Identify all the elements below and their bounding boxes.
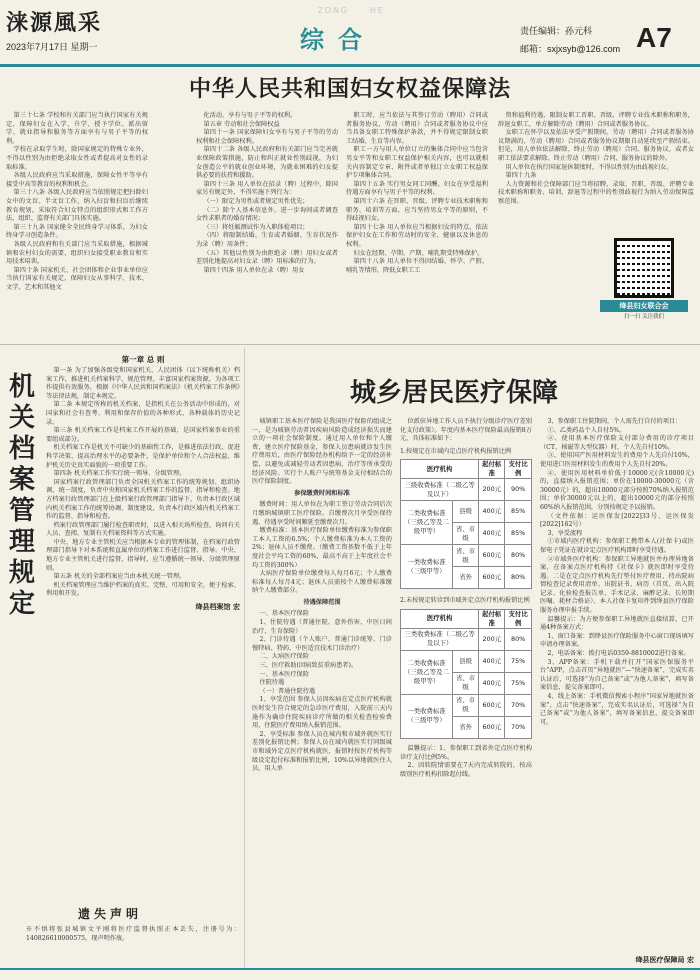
law-column-1 — [6, 112, 148, 292]
table-header-cell: 支付比例 — [505, 609, 532, 628]
health-paragraph: 3、APP备案：手机下载并打开“国家医保服务平台”APP，点击首页“异地就医”—“快速备案”，完成实名认证后，可选择“为自己备案”或“为他人备案”，填写备案信息，提交备案即可。 — [540, 658, 694, 692]
archive-title-char: 管 — [8, 496, 35, 526]
archive-chapter-heading: 第一章 总 则 — [121, 355, 165, 364]
archive-title-char: 案 — [8, 465, 35, 495]
institution-cell: 三类收费标准（二级乙等及以下） — [401, 628, 479, 650]
table-header-cell: 起付标准 — [479, 609, 505, 628]
law-paragraph: 人力资源和社会保障部门应当将招聘、录取、晋职、晋级、评聘专业技术职称和职务、培训、辞退等过程中的性别歧视行为纳入劳动保障监察范围。 — [498, 180, 694, 205]
header-divider — [0, 64, 700, 67]
institution-cell: 一类收费标准（三级甲等） — [401, 545, 453, 589]
table-row — [401, 628, 532, 650]
health-paragraph: ④、使用医用材料单价低于10000元(含10000元)的，直接纳入报销范围；单价在10000-30000元（含30000元）的，超出10000元部分按照70%纳入报销范围；单价30000元以上的，超出10000元的部分按照60%纳入报销范围，分别按规定予以报销。 — [540, 469, 694, 511]
scope-paragraph: 2、享受标准 参保人员在城内和市域外就医实行差别化报销比例；参保人员在域内就医实行同级城市和域外定点医疗机构就医，报销时按医疗机构等级设定起付标准和报销比例，10%以异地就医住人员，用人单 — [252, 730, 392, 773]
table-header-cell: 医疗机构 — [401, 609, 479, 628]
paper-name: 涞源風采 — [6, 10, 103, 36]
archive-paragraph: 中央、地方专业主管机关应当根据本专业的管理体制，在档案行政管理部门指导下对本系统和直属单位的档案工作进行监督、指导。中央、地方专业主管机关进行监督、指导时，应当遵循统一领导、分级管理原则。 — [46, 538, 240, 572]
ratio-cell: 75% — [505, 650, 532, 672]
table1-caption: 1.按规定在市域内定点医疗机构报销比例 — [400, 447, 512, 455]
archive-paragraph: 档案行政管理部门履行检查职责时，以进入相关场所检查、询问有关人员、查阅、复制有关档案资料等方式实施。 — [46, 521, 240, 538]
law-paragraph: （三）将妊娠测试作为入职体检项目； — [203, 223, 309, 231]
qr-subcaption: 扫一扫 关注我们 — [623, 314, 665, 320]
masthead — [0, 0, 700, 66]
warm-tip: 温馨提示：1、参保职工到省外定点医疗机构诊疗支付比例5%。 — [400, 744, 532, 761]
threshold-cell: 600元 — [479, 694, 505, 716]
health-column-1 — [252, 418, 392, 774]
level-cell: 省、市级 — [453, 694, 479, 716]
section-divider — [0, 344, 700, 345]
table-header-cell: 医疗机构 — [401, 460, 479, 479]
archive-credit: 绛县档案馆 宏 — [195, 602, 240, 612]
table-header-cell: 支付比例 — [505, 460, 532, 479]
health-paragraph: 位派驻异地工作人员不执行分级诊疗医疗差别化支付政策）。年度内基本医疗保险最高报销8万元，具体标准如下： — [400, 418, 532, 443]
level-cell: 县级 — [453, 501, 479, 523]
archive-title — [4, 372, 40, 620]
threshold-cell: 400元 — [479, 672, 505, 694]
table-row — [401, 694, 532, 716]
health-credit: 绛县医疗保障局 宏 — [635, 955, 694, 964]
law-paragraph: 第四十六条 在晋职、晋级、评聘专业技术职称和职务、培训等方面，应当坚持男女平等的原则，不得歧视妇女。 — [346, 197, 488, 223]
archive-article — [46, 354, 240, 612]
health-paragraph: 4、线上备案：手机微信搜索小程序“国家异地就医备案”，点击“快速备案”，完成实名认证后，可选择“为自己备案”或“为他人备案”，填写备案信息，提交备案即可。 — [540, 693, 694, 726]
level-cell: 省、市级 — [453, 523, 479, 545]
section-title: 综合 — [300, 25, 376, 54]
payment-subheading: 参保缴费时间和标准 — [294, 489, 350, 497]
law-paragraph: 第四十七条 用人单位应当根据妇女的特点，依法保护妇女在工作和劳动时的安全、健康以及休息的权利。 — [346, 223, 488, 248]
qr-caption: 绛县妇女联合会 — [600, 300, 688, 312]
threshold-cell: 200元 — [479, 628, 505, 650]
scope-paragraph: 1、享受范围 参保人员因疾病在定点医疗机构就医时发生符合规定的急诊医疗费用，入院前三天内施作为确诊住院疾病诊疗所做的相关检查检验费用，住院医疗费用纳入报销范围。 — [252, 696, 392, 730]
law-paragraph: 第四十一条 国家保障妇女享有与男子平等的劳动权利和社会保障权利。 — [196, 129, 338, 145]
ratio-cell: 85% — [505, 501, 532, 523]
level-cell: 省、市级 — [453, 672, 479, 694]
health-paragraph: 城镇职工基本医疗保险是我国医疗保险的组成之一，是为城镇劳动者因疾病风险造成经济损失而建立的一项社会保险制度。通过用人单位和个人缴费，建立医疗保险基金，参保人员患病就诊发生医疗费用后，由医疗保险经办机构给予一定的经济补偿，以避免或减轻劳动者因患病、治疗等所承受的经济风险。实行个人账户与统筹基金支付相结合的医疗保险制度。 — [252, 418, 392, 486]
ratio-cell: 70% — [505, 694, 532, 716]
health-paragraph: ①市域内医疗机构：参保职工携带本人(社保卡)或医保电子凭证在就诊定点医疗机构即时享受待遇。 — [540, 538, 694, 554]
threshold-cell: 400元 — [479, 650, 505, 672]
law-paragraph: 第四十八条 用人单位不得因结婚、怀孕、产假、哺乳等情形，降低女职工工 — [346, 258, 488, 274]
level-cell: 省外 — [453, 567, 479, 589]
issue-date: 2023年7月17日 星期一 — [6, 42, 98, 52]
table-row — [401, 545, 532, 567]
scope-paragraph: 1、住院待遇（普通住院、意外伤害、中医日间治疗、生育保险） — [252, 619, 392, 635]
law-paragraph: 第四十三条 用人单位在招录（聘）过程中，除国家另有规定外，不得实施下列行为： — [196, 180, 338, 197]
law-paragraph: 第四十九条 — [505, 172, 537, 180]
fee-table-in-city — [400, 459, 532, 589]
law-paragraph: 第四十二条 各级人民政府和有关部门应当完善就业保障政策措施，防止和纠正就业性别歧视，为妇女创造公平的就业创业环境，为就业困难的妇女提供必要的扶持和援助。 — [196, 146, 338, 180]
payment-paragraph: 缴费时间：用人单位在为职工签订劳动合同后次月缴纳城镇职工医疗保险。自缴费次月享受医保待遇，待遇享受时间顺延至缴费次月。 — [252, 501, 392, 526]
ratio-cell: 75% — [505, 672, 532, 694]
health-column-2 — [400, 418, 532, 779]
ratio-cell: 90% — [505, 479, 532, 501]
threshold-cell: 400元 — [479, 523, 505, 545]
law-column-2 — [196, 112, 338, 275]
footer-divider — [0, 968, 700, 970]
archive-paragraph: 国家档案行政管理部门负责全国机关档案工作的统筹规划、组织协调、统一制度，负责中央和国家机关档案工作的监督、指导和检查。地方档案行政管理部门在上级档案行政管理部门指导下，负责本行政区域内机关档案工作的统筹协调、制度建设，负责本行政区域内机关档案工作的监督、指导和检查。 — [46, 478, 240, 521]
health-paragraph: 2、电话备案：拨打电话0359-8810002进行备案。 — [547, 650, 690, 658]
archive-title-char: 档 — [8, 434, 35, 464]
institution-cell: 二类收费标准（三级乙等及二级甲等） — [401, 501, 453, 545]
threshold-cell: 400元 — [479, 501, 505, 523]
scope-paragraph: 2、门诊待遇（个人账户、普通门诊统筹、门诊慢特病、特药、中医适宜技术门诊治疗） — [252, 636, 392, 652]
law-paragraph: （一）限定为男性或者规定男性优先； — [203, 197, 309, 205]
law-column-4 — [498, 112, 694, 207]
scope-paragraph: （一）普通住院待遇 — [259, 687, 316, 695]
institution-cell: 二类收费标准（三级乙等及二级甲等） — [401, 650, 453, 694]
threshold-cell: 600元 — [479, 567, 505, 589]
law-paragraph: （二）除个人基本信息外，进一步询问或者调查女性求职者的婚育情况； — [196, 206, 338, 223]
archive-paragraph: 第五条 机关的全部档案应当由本机关统一管理。 — [53, 573, 186, 581]
lost-notice-title: 遗失声明 — [78, 907, 143, 921]
column-divider — [244, 348, 245, 968]
law-paragraph: 第三十八条 各级人民政府应当依照规定把扫除妇女中的文盲、半文盲工作，纳入扫盲和扫盲后继续教育规划，采取符合妇女特点的组织形式和工作方法，组织、监督有关部门具体实施。 — [6, 189, 148, 223]
section-pinyin-zong: ZONG — [318, 6, 350, 15]
law-paragraph: （五）其他以性别为由拒绝录（聘）用妇女或者差别化地提高对妇女录（聘）用标准的行为。 — [196, 249, 338, 266]
archive-paragraph: 机关档案工作是机关不可缺少的基础性工作，是推进依法行政、促进科学决策、提高治理水平的必要条件，是保护单位和个人合法权益、维护机关历史真实面貌的一项重要工作。 — [46, 444, 240, 469]
law-column-3 — [346, 112, 488, 275]
table-row — [401, 650, 532, 672]
archive-title-char: 理 — [8, 527, 35, 557]
law-headline: 中华人民共和国妇女权益保障法 — [188, 76, 511, 102]
law-paragraph: 第四十四条 用人单位在录（聘）用女 — [203, 266, 305, 274]
archive-body — [46, 367, 240, 599]
health-paragraph: ②、使用基本医疗保险支付部分费用的诊疗项目（CT、核磁等大型仪器）时，个人先自付10%。 — [540, 435, 694, 451]
qr-code-block — [600, 238, 688, 318]
health-headline: 城乡居民医疗保障 — [350, 378, 559, 408]
law-paragraph: 各级人民政府应当采取措施，保障女性平等享有接受中高等教育的权利和机会。 — [6, 172, 148, 188]
health-column-3 — [540, 418, 694, 727]
table-row — [401, 479, 532, 501]
law-paragraph: 第三十七条 学校和有关部门应当执行国家有关规定，保障妇女在入学、升学、授予学位、派出留学、就业指导和服务等方面享有与男子平等的权利。 — [6, 112, 148, 145]
lost-notice-text: ※不慎将张县城镇文平刚将医疗监督执照正本丢失，注册号为：140826610000575，现声明作废。 — [26, 926, 240, 942]
qr-code-image[interactable] — [614, 238, 674, 298]
payment-paragraph: 大病医疗保险单位缴费每人每月6元；个人缴费标准每人每月4元；退休人员需按个人缴费标准缴纳个人缴费部分。 — [252, 570, 392, 595]
scope-paragraph: 三、医疗救助(因病致贫重病患者)。 — [259, 662, 358, 670]
health-paragraph: ②市域外医疗机构：参保职工异地就医并办理异地备案，在备案点医疗机构持《社保卡》就医即时享受待遇。二是在定点医疗机构先行垫付医疗费用，持出院病情检查记录费用清单、出院证书、病历（首页、出入院记录、化验检查报告单、手术记录、麻醉记录、长短期医嘱、耗材合格证）、本人社保卡复印件到绛县医疗保险服务办理申报手续。 — [540, 555, 694, 615]
law-paragraph: 各级人民政府和有关部门应当采取措施，根据城镇和农村妇女的需要，组织妇女接受职业教育和实用技术培训。 — [6, 240, 148, 266]
health-paragraph: 1、窗口备案：到绛县医疗保险服务中心窗口现场填写申请办理备案。 — [540, 632, 694, 649]
health-paragraph: 3、参保职工住院期间，个人需先行自付的项目： — [547, 418, 682, 425]
archive-paragraph: 机关档案管理应当维护档案的真实、完整、可用和安全，便于检索、利用和开发。 — [46, 581, 240, 598]
level-cell: 省、市级 — [453, 545, 479, 567]
archive-paragraph: 第三条 机关档案工作是档案工作开展的基础，是国家档案事业的重要组成部分。 — [46, 427, 240, 443]
archive-title-char: 关 — [8, 403, 35, 433]
law-paragraph: 化活动，享有与男子平等的权利。 — [203, 112, 297, 119]
law-paragraph: 第四十条 国家机关、社会团体和企业事业单位应当执行国家有关规定，保障妇女从事科学、技术、文学、艺术和其他文 — [6, 266, 148, 291]
ratio-cell: 85% — [505, 523, 532, 545]
law-paragraph: 女职工在怀孕以及依法享受产假期间，劳动（聘用）合同或者服务协议期满的，劳动（聘用）合同或者服务协议期限自动延续至产假结束。但是，用人单位依法解除、终止劳动（聘用）合同、服务协议，或者女职工依法要求解除、终止劳动（聘用）合同、服务协议的除外。 — [498, 129, 694, 162]
ratio-cell: 80% — [505, 628, 532, 650]
law-paragraph: 第五章 劳动和社会保障权益 — [203, 120, 280, 128]
payment-paragraph: 缴费标准：基本医疗保险单位缴费标准为参保职工本人工资的6.5%；个人缴费标准为本人工资的2%；退休人员不缴费。（缴费工资基数不低于上年度社会平均工资的60%，最高不高于上年度社会平均工资的300%） — [252, 527, 392, 569]
table-row — [401, 501, 532, 523]
institution-cell: 三级收费标准（二级乙等及以下） — [401, 479, 479, 501]
health-paragraph: （文件依据：运医保发[2022]33号、运医保发[2022]162号） — [540, 512, 694, 529]
section-pinyin-he: HE — [370, 6, 386, 15]
scope-paragraph: 住院待遇 — [259, 679, 285, 687]
scope-paragraph: 二、大病医疗保险 — [259, 653, 309, 661]
scope-paragraph: 一、基本医疗保险 — [259, 610, 309, 618]
scope-paragraph: 一、基本医疗保险 — [259, 670, 309, 678]
archive-paragraph: 第一条 为了加强各级党和国家机关、人民团体（以下统称机关）档案工作，推进机关档案科学、规范管理，丰富国家档案资源，为各项工作提供有效服务，根据《中华人民共和国档案法》《机关档案工作条例》等法律法规，制定本规定。 — [46, 367, 240, 400]
archive-title-char: 规 — [8, 558, 35, 588]
health-paragraph: ③、使用国产医用材料发生的费用个人先自付10%，使用进口医用材料发生的费用个人先自付20%。 — [540, 452, 694, 468]
health-paragraph: ①、乙类药品个人自付5%。 — [547, 426, 626, 434]
law-paragraph: 第四十五条 实行男女同工同酬。妇女在享受福利待遇方面享有与男子平等的权利。 — [346, 180, 488, 197]
ratio-cell: 80% — [505, 567, 532, 589]
page-number: A7 — [636, 22, 672, 53]
law-paragraph: 职工一方与用人单位订立的集体合同中应当包含男女平等和女职工权益保护相关内容，也可以就相关内容制定专章、附件或者单独订立女职工权益保护专项集体合同。 — [346, 146, 488, 180]
fee-table-out-of-city — [400, 609, 532, 739]
archive-paragraph: 第二条 本规定所称的机关档案，是指机关在公务活动中形成的，对国家和社会有查考、利用和保存价值的各种形式、各种载体的历史记录。 — [46, 401, 240, 426]
table-header-cell: 起付标准 — [479, 460, 505, 479]
health-paragraph: 3、享受流程 — [547, 529, 583, 537]
law-paragraph: （四）将限制结婚、生育或者婚姻、生育状况作为录（聘）用条件； — [196, 232, 338, 248]
health-paragraph: 温馨提示：为方便参保职工异地就医直接结算，已开通4种备案方式： — [540, 615, 694, 632]
editor-credit: 责任编辑：孙元科 — [520, 26, 593, 36]
law-paragraph: 学校在录取学生时，除国家规定的特殊专业外，不得以性别为由拒绝录取女性或者提高对女性的录取标准。 — [6, 146, 148, 171]
archive-title-char: 机 — [8, 372, 35, 402]
level-cell: 县级 — [453, 650, 479, 672]
warm-tip: 2、因转院情需要在7天内完成转院的，按高级别医疗机构扣除起付线。 — [400, 762, 532, 778]
law-paragraph: 第三十九条 国家健全全民终身学习体系，为妇女终身学习创造条件。 — [6, 223, 148, 240]
ratio-cell: 80% — [505, 545, 532, 567]
level-cell: 省外 — [453, 716, 479, 738]
archive-paragraph: 第四条 机关档案工作实行统一领导、分级管理。 — [53, 470, 186, 478]
institution-cell: 一类收费标准（三级甲等） — [401, 694, 453, 738]
scope-subheading: 待遇保障范围 — [303, 598, 341, 606]
law-paragraph: 资和福利待遇，限制女职工晋职、晋级、评聘专业技术职称和职务，辞退女职工，单方解除劳动（聘用）合同或者服务协议。 — [498, 112, 694, 128]
threshold-cell: 600元 — [479, 545, 505, 567]
law-paragraph: 职工时，应当依法与其签订劳动（聘用）合同或者服务协议，劳动（聘用）合同或者服务协议中应当具备女职工特殊保护条款，并不得规定限制女职工结婚、生育等内容。 — [346, 112, 488, 145]
ratio-cell: 70% — [505, 716, 532, 738]
threshold-cell: 600元 — [479, 716, 505, 738]
archive-title-char: 定 — [8, 589, 35, 619]
law-paragraph: 用人单位在执行国家退休制度时，不得以性别为由歧视妇女。 — [505, 163, 673, 171]
law-paragraph: 妇女在经期、孕期、产期、哺乳期受特殊保护。 — [353, 249, 484, 257]
table2-caption: 2.未按规定转诊到市域外定点医疗机构报销比例 — [400, 597, 530, 605]
editor-email: 邮箱：sxjxsyb@126.com — [520, 44, 621, 54]
threshold-cell: 200元 — [479, 479, 505, 501]
